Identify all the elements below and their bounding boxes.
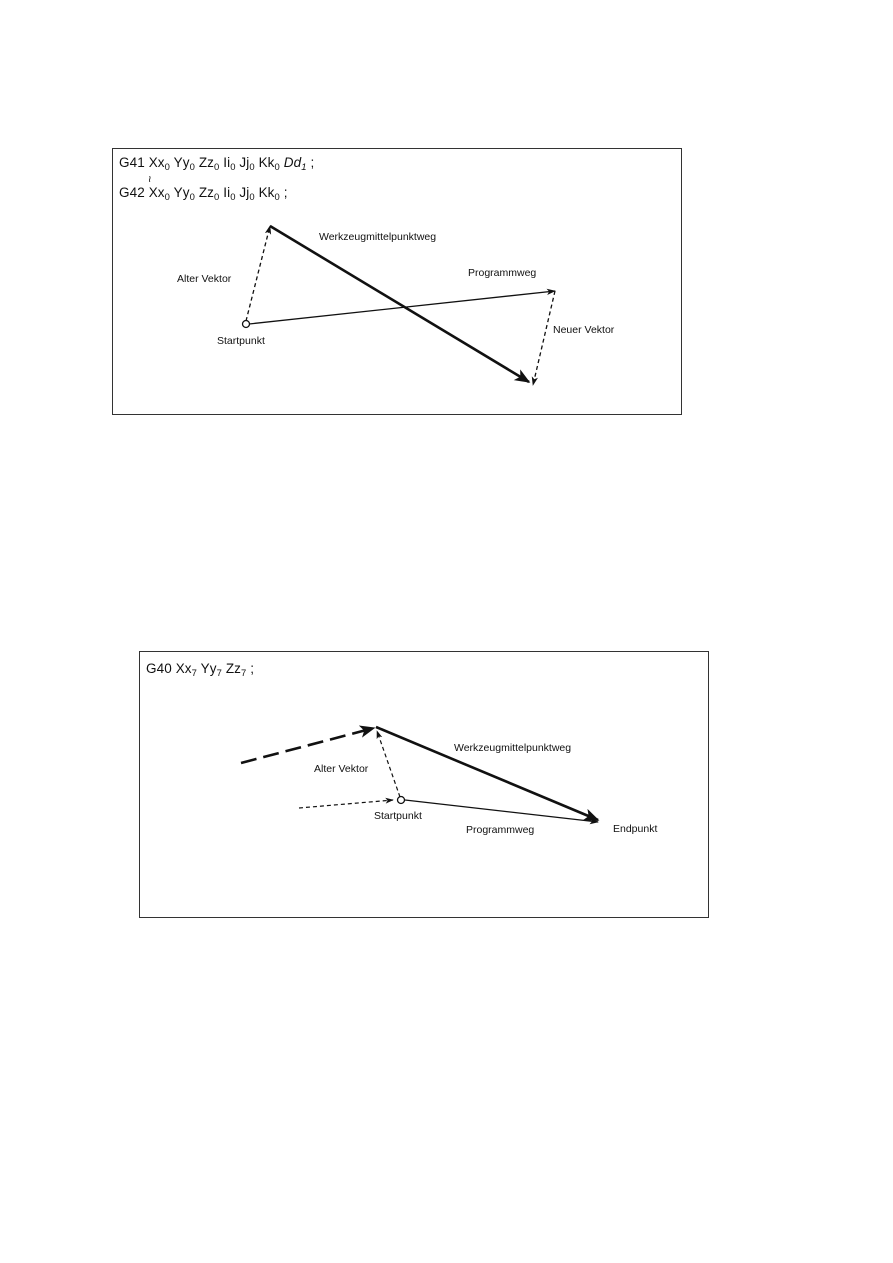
previous-program-path-arrow [299,800,393,808]
start-point-marker [243,321,250,328]
old-vector-label: Alter Vektor [314,763,369,775]
g-code: G42 [119,185,145,200]
compensation-cancel-figure [139,651,709,918]
old-vector-arrow [246,226,270,321]
new-vector-label: Neuer Vektor [553,324,615,336]
j-word: $Jj_0$ [239,185,255,203]
i-word: $Ii_0$ [223,185,236,203]
y-word: $Yy_0$ [173,155,195,173]
start-point-label: Startpunkt [374,810,422,822]
old-vector-label: Alter Vektor [177,273,232,285]
program-path-arrow [405,800,598,822]
block-end: ; [250,661,255,676]
z-word: $Zz_7$ [225,661,247,679]
y-word: $Yy_7$ [200,661,222,679]
program-path-label: Programmweg [468,267,537,279]
new-vector-arrow [533,291,555,385]
k-word: $Kk_0$ [258,185,280,203]
program-path-arrow [249,291,555,324]
g-code: G41 [119,155,145,170]
start-point-label: Startpunkt [217,335,265,347]
previous-tool-path-arrow [241,728,374,763]
x-word: $Xx_0$ [148,185,171,203]
start-point-marker [398,797,405,804]
x-word: $Xx_0$ [148,155,171,173]
z-word: $Zz_0$ [198,185,220,203]
g-code: G40 [146,661,172,676]
path-diagram [140,652,710,919]
k-word: $Kk_0$ [258,155,280,173]
alternative-tilde: ~ [142,175,157,183]
program-path-label: Programmweg [466,824,535,836]
tool-path-arrow [376,727,598,820]
block-end: ; [310,155,315,170]
end-point-label: Endpunkt [613,823,658,835]
compensation-start-figure [112,148,682,415]
y-word: $Yy_0$ [173,185,195,203]
d-word: $Dd_1$ [283,155,307,173]
tool-path-label: Werkzeugmittelpunktweg [454,742,572,754]
i-word: $Ii_0$ [223,155,236,173]
block-end: ; [283,185,288,200]
tool-path-arrow [270,226,529,382]
x-word: $Xx_7$ [175,661,198,679]
old-vector-arrow [377,731,400,797]
tool-path-label: Werkzeugmittelpunktweg [319,231,437,243]
j-word: $Jj_0$ [239,155,255,173]
z-word: $Zz_0$ [198,155,220,173]
